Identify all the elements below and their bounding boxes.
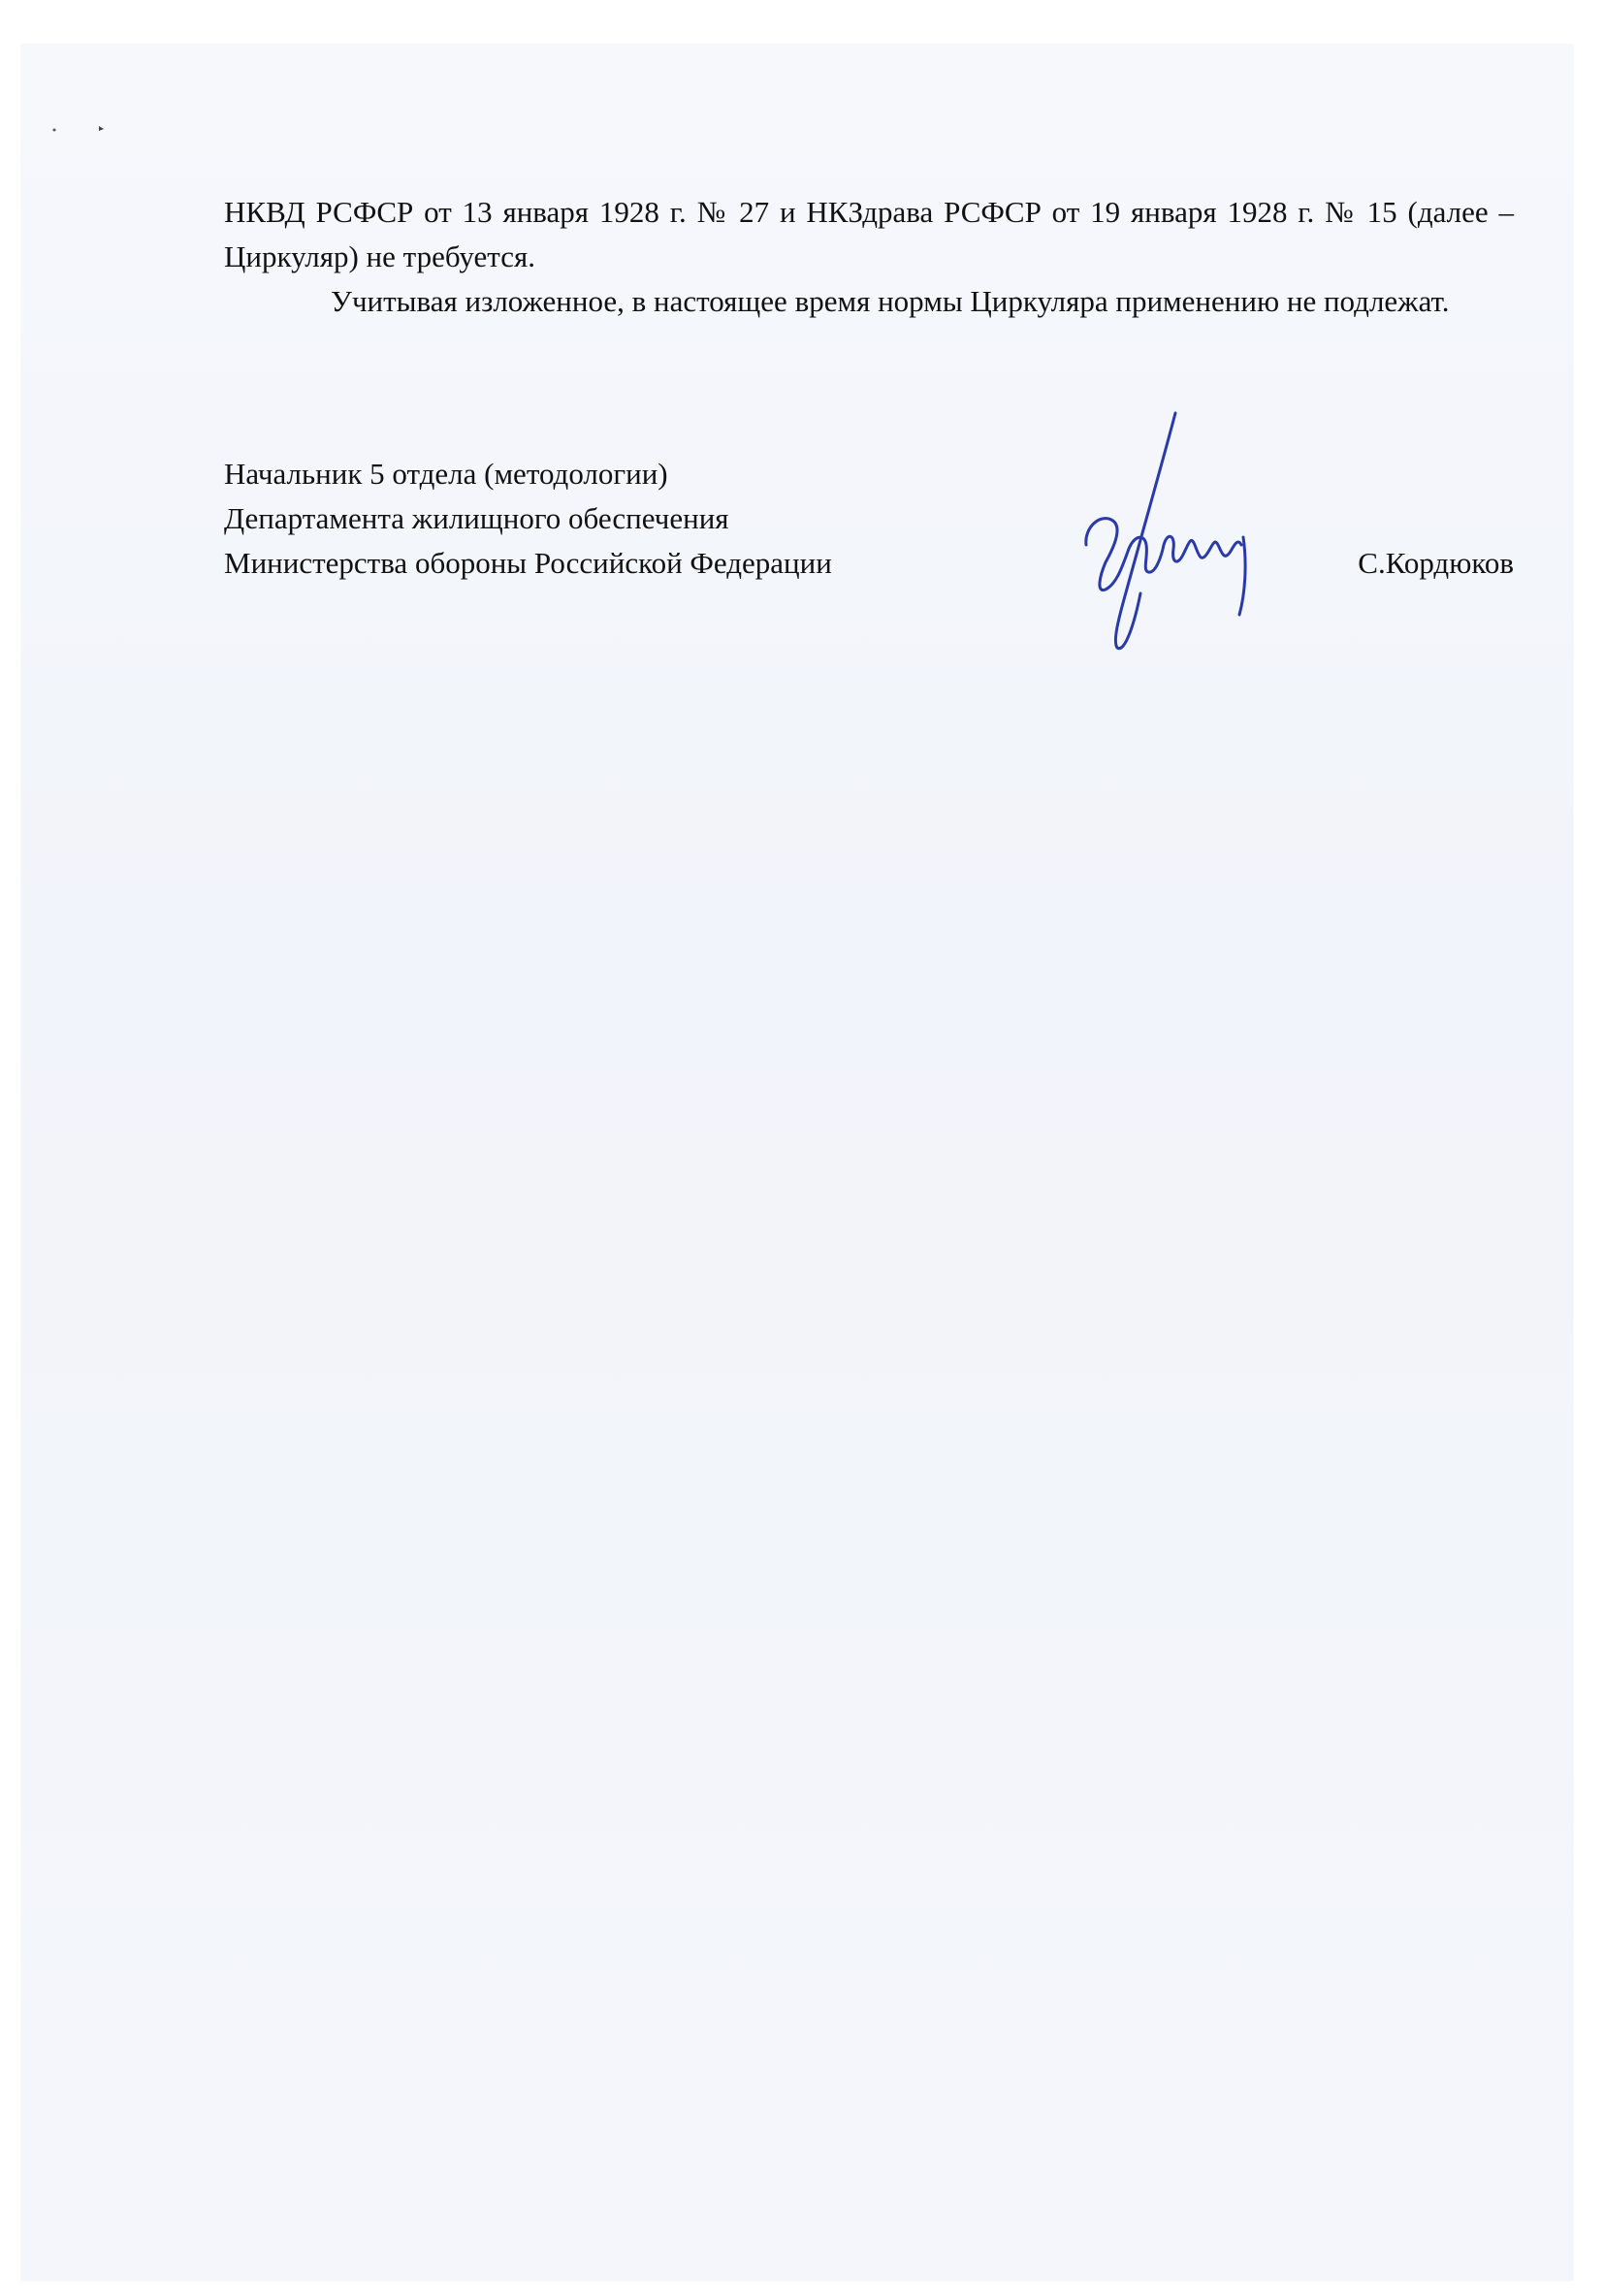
signatory-position-line: Департамента жилищного обеспечения	[224, 501, 729, 535]
signatory-position-line: Начальник 5 отдела (методологии)	[224, 457, 668, 491]
document-page	[21, 45, 1573, 2280]
signatory-name: С.Кордюков	[1358, 546, 1514, 580]
scan-artifact-icon	[48, 116, 107, 145]
document-body	[224, 190, 1514, 324]
paragraph-conclusion: Учитывая изложенное, в настоящее время нормы Циркуляра применению не подлежат.	[331, 284, 1450, 318]
handwritten-signature-icon	[1067, 399, 1261, 661]
signature-block	[224, 452, 1514, 586]
signatory-position-line: Министерства обороны Российской Федерации	[224, 546, 832, 580]
paragraph-continuation: НКВД РСФСР от 13 января 1928 г. № 27 и НКЗдрава РСФСР от 19 января 1928 г. № 15 (далее – Циркуляр) не требуется.	[224, 195, 1514, 273]
